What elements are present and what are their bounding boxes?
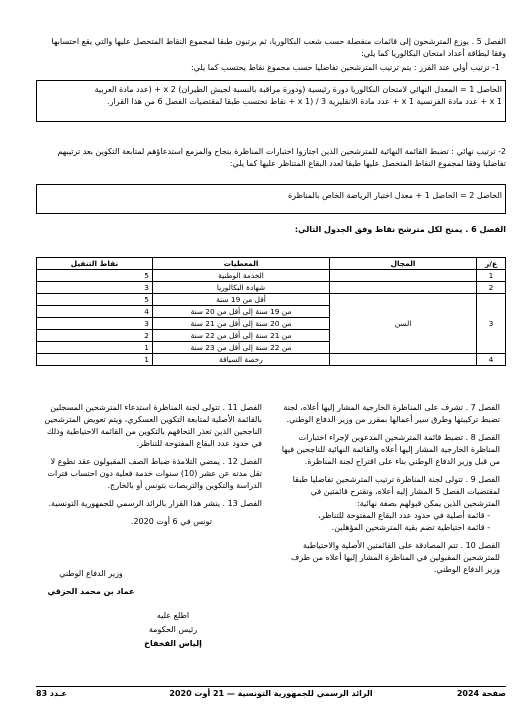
article-9-item-1: - قائمة أصلية في حدود عدد البقاع المفتوحة للتناظر، xyxy=(318,511,490,520)
row-points: 2 xyxy=(37,330,153,342)
row-field xyxy=(330,354,477,366)
row-num: 1 xyxy=(477,270,506,282)
article-6-heading: الفصل 6 . يمنح لكل مترشح نقاط وفق الجدول التالي: xyxy=(294,225,506,234)
step-1-text: 1- ترتيب أولي عند الفرز : يتم ترتيب المترشحين تفاضليا حسب مجموع نقاط يحتسب كما يلي: xyxy=(190,63,500,72)
row-detail: شهادة البكالوريا xyxy=(153,282,330,294)
article-9: الفصل 9 . تتولى لجنة المناظرة ترتيب المترشحين تفاضليا طبقا لمقتضيات الفصل 5 المشار إليه أعلاه، وتقترح قائمتين في المترشحين الذين يمكن قبولهم بصفة نهائية: xyxy=(292,475,500,508)
row-points: 5 xyxy=(37,294,153,306)
points-table xyxy=(36,257,506,366)
table-header-row xyxy=(37,258,506,270)
date-line: تونس في 6 أوت 2020. xyxy=(130,517,212,526)
row-points: 4 xyxy=(37,306,153,318)
row-points: 1 xyxy=(37,354,153,366)
table-row xyxy=(37,270,506,282)
minister-name: عماد بن محمد الحزقي xyxy=(47,587,135,596)
row-detail: من 21 سنة إلى أقل من 22 سنة xyxy=(153,330,330,342)
row-detail: من 20 سنة إلى أقل من 21 سنة xyxy=(153,318,330,330)
article-9-item-2: - قائمة احتياطية تضم بقية المترشحين المؤهلين. xyxy=(331,523,490,532)
row-points: 5 xyxy=(37,270,153,282)
minister-title: وزير الدفاع الوطني xyxy=(59,569,123,578)
table-row xyxy=(37,282,506,294)
prime-minister-signature xyxy=(118,610,228,650)
minister-signature xyxy=(36,568,146,598)
article-7: الفصل 7 . تشرف على المناظرة الخارجية المشار إليها أعلاه، لجنة تضبط تركيبتها وطرق سير أعمالها بمقرر من وزير الدفاع الوطني. xyxy=(283,403,500,424)
row-detail: من 19 سنة إلى أقل من 20 سنة xyxy=(153,306,330,318)
formula-1-box xyxy=(36,80,506,122)
row-num: 3 xyxy=(477,294,506,354)
formula-2-box xyxy=(36,184,506,214)
left-column xyxy=(36,402,262,528)
table-row xyxy=(37,354,506,366)
article-8: الفصل 8 . تضبط قائمة المترشحين المدعوين لإجراء اختبارات المناظرة الخارجية المشار إليها أعلاه والقائمة النهائية للناجحين فيها من قبل وزير الدفاع الوطني بناء على اقتراح لجنة المناظرة. xyxy=(281,433,500,466)
article-5-paragraph: الفصل 5 . يوزع المترشحون إلى قائمات منفصلة حسب شعب البكالوريا، ثم يرتبون طبقا لمجموع النقاط المتحصل عليها والتي يقع احتسابها وفقا لبطاقة أعداد امتحان البكالوريا كما يلي: xyxy=(51,37,506,58)
pm-title: رئيس الحكومة xyxy=(148,625,198,634)
formula-2-text: الحاصل 2 = الحاصل 1 + معدل اختبار الرياضة الخاص بالمناظرة xyxy=(287,191,502,200)
page-number: صفحة 2024 xyxy=(456,689,506,698)
col-header-num: ع/ر xyxy=(477,258,506,270)
pm-name: إلياس الفخفاخ xyxy=(144,639,202,648)
row-detail: من 22 سنة إلى أقل من 23 سنة xyxy=(153,342,330,354)
journal-title: الرائد الرسمي للجمهورية التونسية — 21 أوت 2020 xyxy=(169,689,373,698)
step-2-text: 2- ترتيب نهائي : تضبط القائمة النهائية للمترشحين الذين اجتازوا اختبارات المناظرة بنجاح والمزمع استدعاؤهم لمتابعة التكوين بعد ترتيبهم تفاضليا وفقا لمجموع النقاط المتحصل عليها طبقا لعدد البقاع المتناظر عليها كما يلي: xyxy=(57,147,506,168)
seen-label: اطلع عليه xyxy=(156,611,190,620)
right-column xyxy=(277,402,500,576)
col-header-detail: المعطيات xyxy=(153,258,330,270)
row-detail: الخدمة الوطنية xyxy=(153,270,330,282)
issue-number: عـدد 83 xyxy=(36,689,67,698)
col-header-field: المجال xyxy=(330,258,477,270)
article-13: الفصل 13 . ينشر هذا القرار بالرائد الرسمي للجمهورية التونسية. xyxy=(48,499,262,508)
page-footer xyxy=(36,686,506,701)
row-points: 1 xyxy=(37,342,153,354)
row-field xyxy=(330,282,477,294)
row-points: 3 xyxy=(37,318,153,330)
article-11: الفصل 11 . تتولى لجنة المناظرة استدعاء المترشحين المسجلين بالقائمة الأصلية لمتابعة التكوين العسكري، ويتم تعويض المترشحين الناجحين الذين تعذر التحاقهم بالتكوين من القائمة الاحتياطية وذلك في حدود عدد البقاع المفتوحة للتناظر. xyxy=(44,403,262,448)
row-detail: أقل من 19 سنة xyxy=(153,294,330,306)
formula-1-line-1: الحاصل 1 = المعدل النهائي لامتحان البكالوريا دورة رئيسية (ودورة مراقبة بالنسبة لجيش الطيران) x 2 + (عدد مادة العربية xyxy=(94,85,502,94)
formula-1-line-2: x 1 + عدد مادة الفرنسية x 1 + عدد مادة الانقليزية x 1) / 3 + نقاط تحتسب طبقا لمقتضيات الفصل 6 من هذا القرار. xyxy=(107,97,502,106)
article-12: الفصل 12 . يمضي التلامذة ضباط الصف المقبولون عقد تطوع لا تقل مدته عن عشر (10) سنوات خدمة فعلية دون احتساب فترات الدراسة والتكوين والتربصات بتونس أو بالخارج. xyxy=(47,457,262,490)
row-num: 2 xyxy=(477,282,506,294)
row-field xyxy=(330,270,477,282)
row-points: 3 xyxy=(37,282,153,294)
row-num: 4 xyxy=(477,354,506,366)
article-10: الفصل 10 . تتم المصادقة على القائمتين الأصلية والاحتياطية للمترشحين المقبولين في المناظرة المشار إليها أعلاه من طرف وزير الدفاع الوطني. xyxy=(290,541,500,574)
row-field-age: السن xyxy=(330,294,477,354)
row-detail: رخصة السياقة xyxy=(153,354,330,366)
col-header-points: نقاط التنفيل xyxy=(37,258,153,270)
table-row xyxy=(37,294,506,306)
